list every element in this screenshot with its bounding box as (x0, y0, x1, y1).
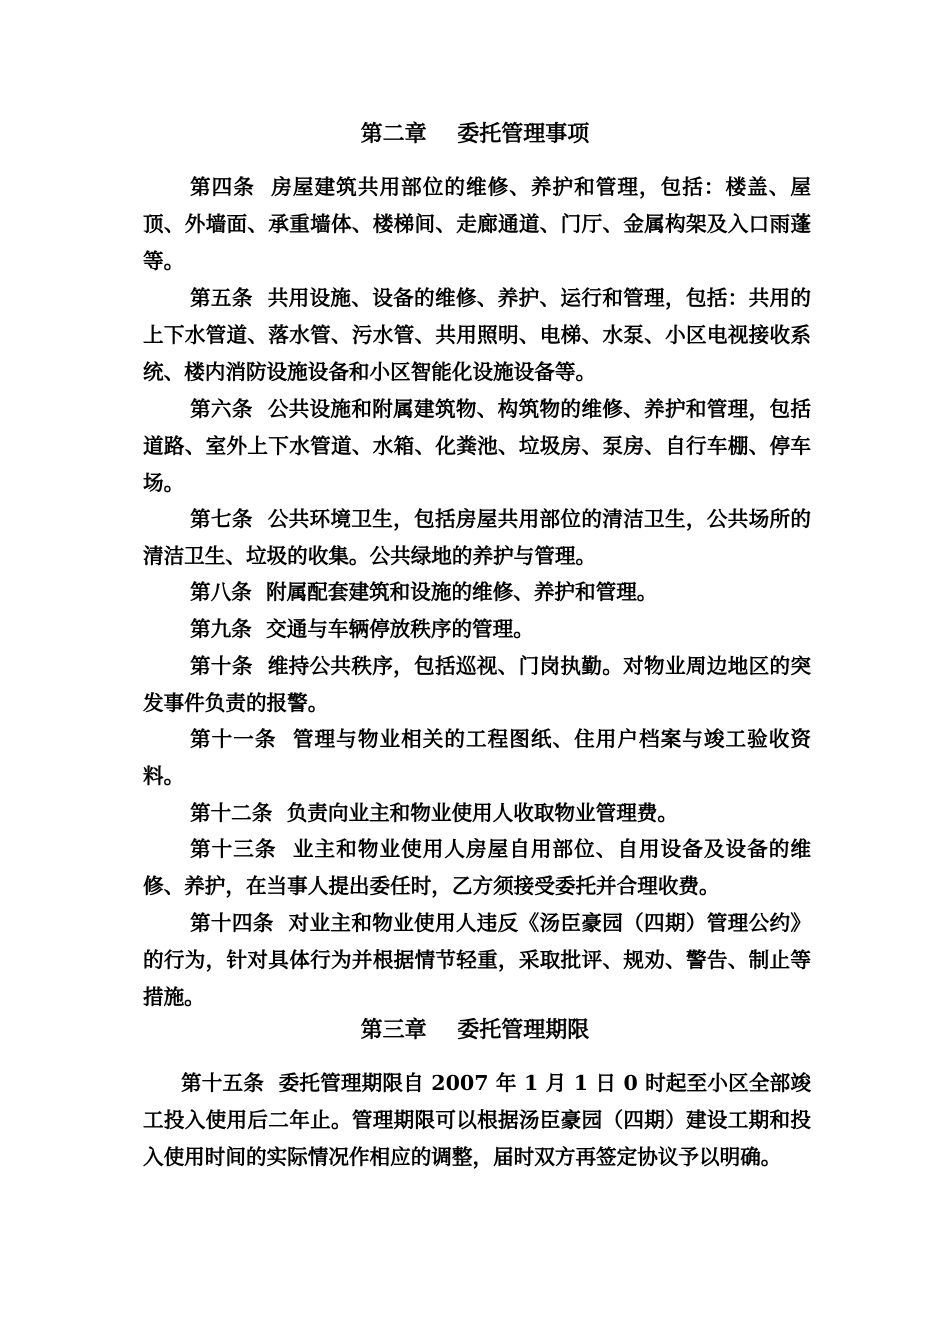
article-5: 第五条 共用设施、设备的维修、养护、运行和管理，包括：共用的上下水管道、落水管、污水管、共用照明、电梯、水泵、小区电视接收系统、楼内消防设施设备和小区智能化设施设备等。 (143, 286, 811, 384)
article-14: 第十四条 对业主和物业使用人违反《汤臣豪园（四期）管理公约》的行为，针对具体行为并根据情节轻重，采取批评、规劝、警告、制止等措施。 (143, 911, 811, 1009)
article-13: 第十三条 业主和物业使用人房屋自用部位、自用设备及设备的维修、养护，在当事人提出委任时，乙方须接受委托并合理收费。 (143, 837, 811, 898)
article-9: 第九条 交通与车辆停放秩序的管理。 (190, 617, 534, 641)
chapter-3-title: 第三章 委托管理期限 (360, 1017, 590, 1043)
article-12: 第十二条 负责向业主和物业使用人收取物业管理费。 (190, 801, 678, 825)
article-15: 第十五条 委托管理期限自 2007 年 1 月 1 日 0 时起至小区全部竣工投入使用后二年止。管理期限可以根据汤臣豪园（四期）建设工期和投入使用时间的实际情况作相应的调整，届时双方再签定协议予以明确。 (143, 1071, 811, 1169)
article-11: 第十一条 管理与物业相关的工程图纸、住用户档案与竣工验收资料。 (143, 727, 811, 788)
article-7: 第七条 公共环境卫生，包括房屋共用部位的清洁卫生，公共场所的清洁卫生、垃圾的收集。公共绿地的养护与管理。 (143, 507, 811, 568)
article-4: 第四条 房屋建筑共用部位的维修、养护和管理，包括：楼盖、屋顶、外墙面、承重墙体、楼梯间、走廊通道、门厅、金属构架及入口雨蓬等。 (143, 175, 811, 273)
article-6: 第六条 公共设施和附属建筑物、构筑物的维修、养护和管理，包括道路、室外上下水管道、水箱、化粪池、垃圾房、泵房、自行车棚、停车场。 (143, 397, 811, 495)
article-8: 第八条 附属配套建筑和设施的维修、养护和管理。 (190, 580, 658, 604)
article-10: 第十条 维持公共秩序，包括巡视、门岗执勤。对物业周边地区的突发事件负责的报警。 (143, 654, 811, 715)
chapter-2-title: 第二章 委托管理事项 (360, 121, 590, 147)
